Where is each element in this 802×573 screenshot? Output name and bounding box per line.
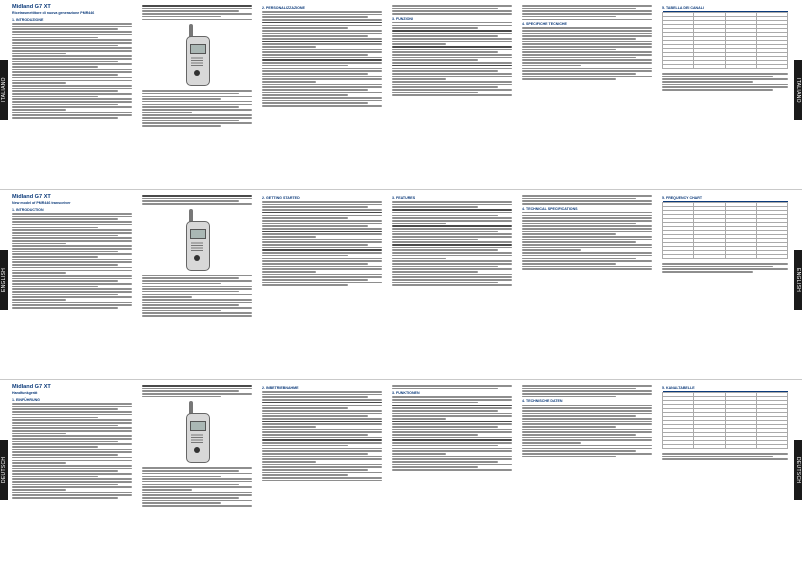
column-intro: [12, 194, 132, 376]
language-tab-left: ENGLISH: [0, 250, 8, 310]
channel-table: [662, 391, 788, 449]
language-tab-right: ENGLISH: [794, 250, 802, 310]
column-personalization: [262, 4, 382, 186]
section-heading: 2. GETTING STARTED: [262, 196, 300, 200]
column-getting-started: [142, 384, 252, 566]
document-title: Midland G7 XT: [12, 384, 51, 390]
language-band-english: [0, 190, 802, 380]
language-tab-left: DEUTSCH: [0, 440, 8, 500]
column-specs: [522, 384, 652, 566]
section-heading: 5. FREQUENCY CHART: [662, 196, 703, 200]
section-heading: 1. INTRODUCTION: [12, 208, 44, 212]
document-subtitle: Ricetrasmettitore di nuova generazione PMR446: [12, 10, 95, 15]
column-getting-started: [142, 4, 252, 186]
section-heading: 1. INTRODUZIONE: [12, 18, 44, 22]
channel-table: [662, 11, 788, 69]
column-channel-table: [662, 4, 788, 186]
language-band-italian: [0, 0, 802, 190]
column-intro: [12, 4, 132, 186]
section-heading: 2. PERSONALIZZAZIONE: [262, 6, 305, 10]
column-channel-table: [662, 384, 788, 566]
section-heading: 3. FUNZIONI: [392, 16, 413, 21]
column-personalization: [262, 384, 382, 566]
document-title: Midland G7 XT: [12, 194, 51, 200]
section-heading: 2. INBETRIEBNAHME: [262, 386, 299, 390]
column-personalization: [262, 194, 382, 376]
radio-illustration: [184, 401, 210, 463]
column-intro: [12, 384, 132, 566]
channel-table: [662, 201, 788, 259]
document-subtitle: New model of PMR446 transceiver: [12, 200, 71, 205]
column-getting-started: [142, 194, 252, 376]
section-heading: 3. FUNKTIONEN: [392, 391, 420, 396]
language-tab-left: ITALIANO: [0, 60, 8, 120]
document-title: Midland G7 XT: [12, 4, 51, 10]
section-heading: 5. KANALTABELLE: [662, 386, 695, 390]
section-heading: 4. TECHNICAL SPECIFICATIONS: [522, 206, 578, 211]
document-subtitle: Handfunkgerät: [12, 390, 38, 395]
column-functions: [392, 4, 512, 186]
column-functions: [392, 194, 512, 376]
language-tab-right: DEUTSCH: [794, 440, 802, 500]
radio-illustration: [184, 24, 210, 86]
language-band-german: [0, 380, 802, 573]
section-heading: 3. FEATURES: [392, 196, 416, 200]
section-heading: 5. TABELLA DEI CANALI: [662, 6, 704, 10]
column-specs: [522, 4, 652, 186]
language-tab-right: ITALIANO: [794, 60, 802, 120]
column-functions: [392, 384, 512, 566]
section-heading: 1. EINFÜHRUNG: [12, 398, 40, 402]
radio-illustration: [184, 209, 210, 271]
column-channel-table: [662, 194, 788, 376]
section-heading: 4. TECHNISCHE DATEN: [522, 399, 563, 404]
section-heading: 4. SPECIFICHE TECNICHE: [522, 22, 567, 27]
column-specs: [522, 194, 652, 376]
